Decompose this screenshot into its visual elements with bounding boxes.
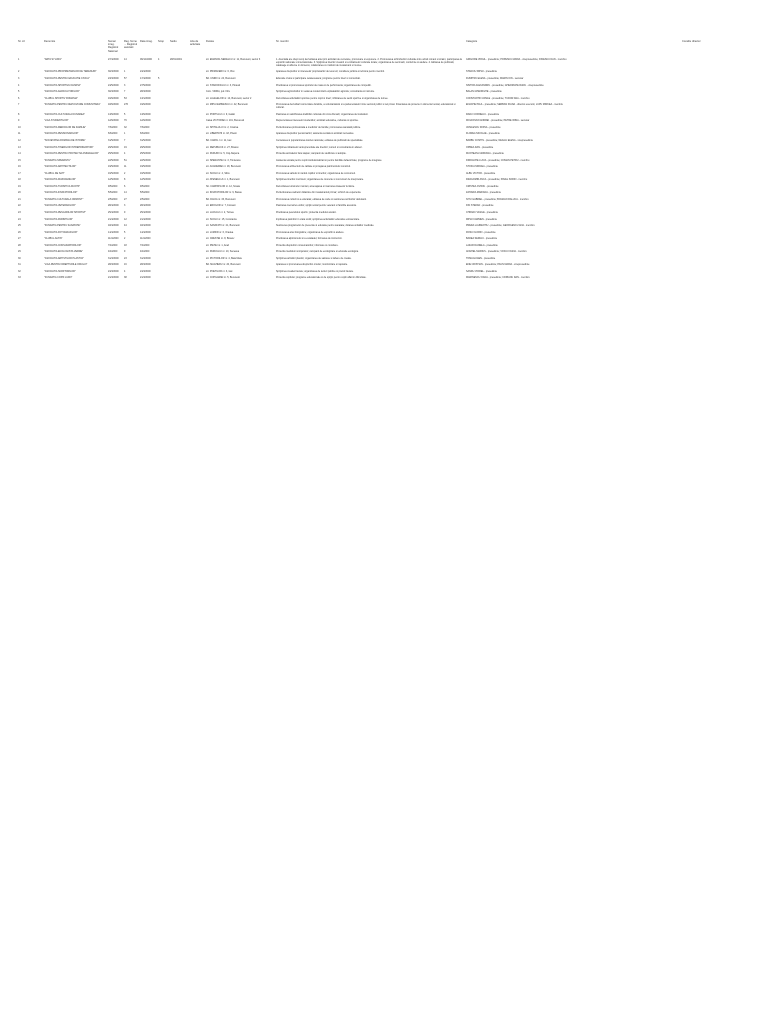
cell-scope: Promovarea arhitecturii de calitate si protejarea patrimoniului construit. — [276, 165, 351, 169]
cell-address: str. PORTULUI nr. 9, Galati — [206, 112, 235, 116]
cell-board: ANGHEL MARIUS - presedinte; VOICU IOANA - membru — [466, 250, 527, 254]
cell-nrreg: 3 — [124, 204, 126, 208]
cell-name: "ASOCIATIA CONSUMATORILOR" — [44, 243, 82, 247]
cell-date: 27/5/2000 — [140, 83, 151, 87]
cell-cnt — [158, 103, 170, 113]
cell-nrreg: 14 — [124, 191, 127, 195]
cell-board: MOLDOVAN ANDREI - presedinte; PETRE IRINA - secretar — [466, 119, 530, 123]
cell-reg: 18/4/2000 — [108, 224, 119, 228]
cell-nrreg: 32 — [124, 125, 127, 129]
cell-date: 7/4/2000 — [140, 243, 150, 247]
cell-date: 28/3/2000 — [140, 263, 151, 267]
cell-board: ALBU VICTOR - presedinte — [466, 171, 496, 175]
cell-date: 24/3/2000 — [140, 269, 151, 273]
cell-scope: Protectia copilului; programe educationale si de sprijin pentru copiii aflati in dificultate. — [276, 276, 367, 280]
cell-reg: 25/4/2000 — [108, 210, 119, 214]
cell-nr: 16 — [18, 165, 21, 169]
cell-nr: 4 — [18, 83, 20, 87]
cell-address: str. SCOLII nr. 15, Constanta — [206, 217, 237, 221]
cell-board: RADU CORNELIU - presedinte — [466, 112, 500, 116]
cell-address: Calea VICTORIEI nr. 101, Bucuresti — [206, 119, 245, 123]
cell-date: 14/4/2000 — [140, 230, 151, 234]
cell-scope: Pastrarea memoriei eroilor; sprijin social pentru veterani si familiile acestora. — [276, 204, 357, 208]
cell-name: "FUNDATIA PENTRU SANATATE" — [44, 224, 81, 228]
cell-scope: Sustinerea programelor de preventie si educatie pentru sanatate; dotarea unitatilor medicale. — [276, 224, 375, 228]
cell-address: Bd. UNIRII nr. 24, Bucuresti — [206, 77, 236, 80]
cell-nr: 15 — [18, 158, 21, 162]
cell-nr: 26 — [18, 230, 21, 234]
cell-nrreg: 38 — [124, 276, 127, 280]
cell-address: str. PICTORILOR nr. 4, Baia Mare — [206, 256, 242, 260]
cell-reg: 29/5/2000 — [108, 145, 119, 149]
registry-table — [18, 40, 753, 282]
cell-nrreg: 7 — [124, 138, 126, 142]
cell-board: BARBU COSTIN - presedinte; NEAGU ELENA - vicepresedinte — [466, 138, 533, 142]
cell-board: NITU GABRIEL - presedinte; BOGDAN RALUCA - membru — [466, 197, 529, 201]
column-header: Nr. crt — [18, 40, 25, 43]
cell-name: "ASOCIATIA TURISTICA MUNTII" — [44, 184, 81, 188]
cell-address: str. PARCULUI nr. 10, Suceava — [206, 250, 240, 254]
cell-board: ION STEFAN - presedinte — [466, 204, 494, 208]
cell-board: STOICA MIRCEA - presedinte — [466, 165, 498, 169]
cell-reg: 7/4/2000 — [108, 243, 118, 247]
cell-reg: 24/3/2000 — [108, 269, 119, 273]
cell-reg: 27/4/2000 — [108, 57, 119, 61]
cell-flags — [682, 276, 753, 282]
cell-reg: 14/4/2000 — [108, 230, 119, 234]
cell-nrreg: 1 — [124, 132, 126, 136]
cell-scope: Apararea drepturilor pensionarilor; asistenta sociala si activitati recreative. — [276, 132, 355, 136]
cell-nr: 22 — [18, 204, 21, 208]
cell-address: str. EROILOR nr. 7, Focsani — [206, 204, 236, 208]
cell-address: Bd. CAROL I nr. 11, Iasi — [206, 138, 232, 142]
cell-scope: 1. Asociatia are drept scop dezvoltarea artei prin activitati de cercetare, promovare si expunere. 2. Promovarea schimburilor culturale intre artisti romani si straini, participarea la expozitii nationale si internationale. 3. Sprijinirea tinerilor creatori si a initiativelor culturale locale; organizarea de seminarii, conferinte si ateliere. 4. Editarea de publicatii, cataloage si albume in domeniu; colaborarea cu institutii de invatamant si muzee. — [276, 57, 462, 67]
cell-nr: 24 — [18, 217, 21, 221]
cell-date: 29/5/2000 — [140, 145, 151, 149]
cell-scope: Sprijinirea agricultorilor in vederea modernizarii exploatatiilor agricole; consultanta si instruire. — [276, 90, 375, 94]
cell-address: str. ATENEULUI nr. 1, Bucuresti — [206, 178, 240, 182]
cell-date: 9/5/2000 — [140, 184, 150, 188]
cell-date: 21/3/2000 — [140, 276, 151, 280]
cell-date: 13/6/2000 — [140, 112, 151, 116]
column-header: Data inreg. — [140, 40, 153, 43]
cell-reg: 30/3/2000 — [108, 70, 119, 74]
cell-reg: 28/4/2000 — [108, 204, 119, 208]
cell-nr: 14 — [18, 152, 21, 156]
cell-year: 28/01/2001 — [170, 57, 182, 61]
cell-nr: 21 — [18, 197, 21, 201]
cell-nrreg: 2 — [124, 237, 126, 241]
cell-date: 11/4/2000 — [140, 237, 151, 241]
table-row — [18, 276, 753, 282]
cell-date: 19/5/2000 — [140, 165, 151, 169]
cell-name: "ASOCIATIA SPORTIVA OLIMPIA" — [44, 83, 81, 87]
cell-scope: Sprijinirea tinerilor muzicieni; organizarea de concerte si concursuri de interpretare. — [276, 178, 364, 182]
cell-date: 28/3/2000 — [140, 90, 151, 94]
cell-board: NISTOR ALEXANDRU - presedinte; GHEORGHE RADU - vicepresedinte — [466, 83, 544, 87]
cell-scope: Apararea si promovarea drepturilor omului; monitorizare si rapoarte. — [276, 263, 348, 267]
cell-nrreg: 18 — [124, 243, 127, 247]
cell-scope: Educatie civica si participare cetateneasca; programe pentru tineri si comunitati. — [276, 77, 361, 80]
cell-nrreg: 9 — [124, 250, 126, 254]
table-row — [18, 103, 753, 113]
cell-nr: 6 — [18, 96, 20, 100]
cell-name: "CLUBUL DE SAH" — [44, 171, 65, 175]
cell-board: BALAN GHEORGHE - presedinte — [466, 90, 502, 94]
column-header: Sediu — [170, 40, 177, 43]
cell-nr: 17 — [18, 171, 21, 175]
cell-nrreg: 19 — [124, 145, 127, 149]
cell-reg: 22/5/2000 — [108, 158, 119, 162]
cell-date: 24/4/2000 — [140, 70, 151, 74]
cell-board: IORDACHE LUCIA - presedinte; COMAN PETRU - membru — [466, 158, 530, 162]
cell-scope: Protectia drepturilor consumatorilor; informare si consiliere. — [276, 243, 339, 247]
cell-scope: Promovarea sahului in randul copiilor si tinerilor; organizarea de concursuri. — [276, 171, 356, 175]
column-header: Scop — [158, 40, 164, 43]
cell-name: "ASOCIATIA TINERILOR INTREPRINZATORI" — [44, 145, 94, 149]
column-header: Aria de activitate — [190, 40, 201, 47]
cell-year — [170, 276, 190, 282]
cell-scope: Apararea drepturilor si intereselor proprietarilor de terenuri; consiliere juridica si tehnica pentru membri. — [276, 70, 385, 74]
cell-address: str. LIBERTATII nr. 18, Pitesti — [206, 132, 237, 136]
cell-nr: 2 — [18, 70, 20, 74]
cell-address: str. SCOLII nr. 4, Sibiu — [206, 171, 230, 175]
table-header-row — [18, 40, 753, 57]
cell-date: 31/5/2000 — [140, 138, 151, 142]
cell-address: str. LUMINII nr. 6, Oradea — [206, 230, 234, 234]
cell-board: LAZAR DANIELA - presedinte — [466, 243, 498, 247]
cell-date: 22/5/2000 — [140, 158, 151, 162]
cell-name: "ASOCIATIA ECOLOGISTA VERDE" — [44, 250, 83, 254]
cell-board: GRIGORE VIRGIL - presedinte; POPESCU MARIA - vicepresedinte; IONESCU DAN - membru — [466, 57, 567, 61]
cell-reg: 28/3/2000 — [108, 263, 119, 267]
cell-cnt: 5 — [158, 77, 160, 80]
cell-name: "LIGA STUDENTILOR" — [44, 119, 69, 123]
cell-scope: Sprijinirea creatiei literare; organizarea de lecturi publice si premii literare. — [276, 269, 354, 273]
cell-reg: 2/5/2000 — [108, 197, 118, 201]
cell-name: "FUNDATIA COPIII LUMII" — [44, 276, 73, 280]
cell-date: 6/6/2000 — [140, 132, 150, 136]
cell-board: CHIRIAC VASILE - presedinte — [466, 210, 498, 214]
cell-nr: 28 — [18, 243, 21, 247]
table-body — [18, 57, 753, 282]
cell-address: str. REPUBLICII nr. 27, Brasov — [206, 145, 239, 149]
cell-address: str. PIETEI nr. 1, Arad — [206, 243, 229, 247]
cell-address: str. LALELELOR nr. 14, Bucuresti, sector 2 — [206, 96, 252, 100]
cell-cnt: 4 — [158, 57, 160, 61]
cell-scope: Sprijinirea initiativelor antreprenoriale ale tinerilor; cursuri si consultanta in afaceri. — [276, 145, 363, 149]
cell-board: MIHAI CARMEN - presedinte — [466, 217, 497, 221]
cell-date: 2/5/2000 — [140, 197, 150, 201]
cell-nrreg: 4 — [124, 269, 126, 273]
cell-date: 25/5/2000 — [140, 152, 151, 156]
cell-address: str. SANATATII nr. 21, Bucuresti — [206, 224, 240, 228]
cell-scope: Practicarea pescuitului sportiv; protectia mediului acvatic. — [276, 210, 337, 214]
cell-nrreg: 7 — [124, 90, 126, 94]
cell-scope: Practicarea alpinismului si a escaladei; formarea de instructori. — [276, 237, 343, 241]
cell-nrreg: 51 — [124, 158, 127, 162]
cell-scope: Perfectionarea cadrelor didactice din invatamantul primar; schimb de experienta. — [276, 191, 362, 195]
cell-name: "ARTA SI VIATA" — [44, 57, 62, 61]
column-header: Reg. forme ... Registrul asociatii — [124, 40, 138, 50]
column-header: Categorie — [466, 40, 478, 43]
cell-date: 28/4/2000 — [140, 204, 151, 208]
cell-nr: 9 — [18, 119, 20, 123]
cell-address: str. INVATATORILOR nr. 9, Bacau — [206, 191, 242, 195]
cell-nr: 10 — [18, 125, 21, 129]
cell-cat — [190, 103, 206, 113]
cell-date: 19/6/2000 — [140, 103, 151, 107]
cell-board: ENACHE PAUL - presedinte; SERBAN IOANA - director executiv; LUPU MIRCEA - membru — [466, 103, 563, 107]
cell-reg: 21/3/2000 — [108, 276, 119, 280]
cell-name: "ASOCIATIA MEDICILOR DE FAMILIE" — [44, 125, 86, 129]
cell-name: "ASOCIATIA ARHITECTILOR" — [44, 165, 77, 169]
cell-nrreg: 23 — [124, 256, 127, 260]
cell-scope: Promovarea artei fotografice; organizarea de expozitii si ateliere. — [276, 230, 345, 234]
cell-board: FLOREA NICOLAE - presedinte — [466, 132, 500, 136]
cell-reg: 4/4/2000 — [108, 250, 118, 254]
cell-reg: 19/5/2000 — [108, 165, 119, 169]
cell-reg: 23/3/2000 — [108, 77, 119, 80]
cell-scope: Practicarea si promovarea sportului de masa si de performanta; organizarea de competitii. — [276, 83, 372, 87]
cell-nrreg: 3 — [124, 83, 126, 87]
cell-name: "LIGA PENTRU DREPTURILE OMULUI" — [44, 263, 88, 267]
cell-board: OPREA DAN - presedinte — [466, 145, 494, 149]
cell-scope: Asistenta sociala pentru copiii institutionalizati si pentru familiile defavorizate; programe de integrare. — [276, 158, 383, 162]
cell-reg: 21/4/2000 — [108, 217, 119, 221]
cell-nr: 25 — [18, 224, 21, 228]
cell-name: "FUNDATIA CULTURALA ORIZONT" — [44, 197, 84, 201]
cell-name: "FUNDATIA SPERANTA" — [44, 158, 71, 162]
cell-board: PREDA LAURENTIU - presedinte; GEORGESCU ANA - membru — [466, 224, 535, 228]
cell-address: str. MIHAI EMINESCU nr. 42, Bucuresti — [206, 103, 248, 107]
cell-board: MUNTEANU ADRIANA - presedinte — [466, 152, 504, 156]
cell-name: "ASOCIATIA SCRIITORILOR" — [44, 269, 76, 273]
cell-board: DRAGOMIR ANCA - presedinte; PAVEL SORIN - membru — [466, 178, 528, 182]
cell-board: STANCIU MIHAI - presedinte — [466, 70, 497, 74]
cell-cat — [190, 57, 206, 70]
table-row — [18, 57, 753, 70]
cell-cat — [190, 276, 206, 282]
cell-name: "ASOCIATIA ARTISTILOR PLASTICI" — [44, 256, 85, 260]
cell-reg: 31/3/2000 — [108, 256, 119, 260]
cell-name: "ASOCIATIA VETERANILOR" — [44, 204, 76, 208]
cell-address: str. COPILARIEI nr. 5, Bucuresti — [206, 276, 240, 280]
cell-reg: 12/6/2000 — [108, 119, 119, 123]
cell-reg: 25/5/2000 — [108, 152, 119, 156]
cell-name: "CLUBUL SPORTIV ROMANIA" — [44, 96, 78, 100]
cell-flags — [682, 57, 753, 70]
cell-nr: 12 — [18, 138, 21, 142]
cell-date: 5/5/2000 — [140, 191, 150, 195]
cell-date: 13/1/2000 — [140, 96, 151, 100]
cell-reg: 18/6/2000 — [108, 103, 119, 107]
cell-reg: 9/5/2000 — [108, 184, 118, 188]
cell-nrreg: 5 — [124, 230, 126, 234]
cell-reg: 5/5/2000 — [108, 191, 118, 195]
cell-address: str. SPERANTEI nr. 3, Timisoara — [206, 158, 241, 162]
cell-address: str. PRIMAVERII nr. 6, Ilfov — [206, 70, 235, 74]
cell-board: MARINESCU OANA - presedinte; CIOBANU DAN - membru — [466, 276, 530, 280]
cell-nrreg: 2 — [124, 171, 126, 175]
cell-reg: 6/6/2000 — [108, 132, 118, 136]
cell-name: "FUNDATIA PENTRU DEZVOLTARE COMUNITARA" — [44, 103, 101, 107]
cell-scope: Dezvoltarea activitatilor sportive pentru copii si tineri; infiintarea de sectii sportive si organizarea de turnee. — [276, 96, 389, 100]
cell-name: "ASOCIATIA PROPRIETARILOR DE TERENURI" — [44, 70, 97, 74]
cell-name: "ASOCIATIA FOTOGRAFILOR" — [44, 230, 78, 234]
cell-board: VASILESCU DOINA - presedinte — [466, 125, 501, 129]
cell-nr: 27 — [18, 237, 21, 241]
cell-address: Bd. DACIA nr. 33, Bucuresti — [206, 197, 236, 201]
cell-nrreg: 1 — [124, 70, 126, 74]
cell-nr: 1 — [18, 57, 20, 61]
cell-date: 21/4/2000 — [140, 217, 151, 221]
cell-date: 31/3/2000 — [140, 256, 151, 260]
cell-address: str. LACULUI nr. 2, Tulcea — [206, 210, 234, 214]
cell-date: 06/12/2000 — [140, 57, 152, 61]
cell-board: SANDU VIOREL - presedinte — [466, 269, 498, 273]
cell-nr: 3 — [18, 77, 20, 80]
cell-scope: Promovarea culturii si a educatiei; editarea de carte si sustinerea scriitorilor debutanti. — [276, 197, 367, 201]
cell-address: Com. VIDRA, jud. Ilfov — [206, 90, 230, 94]
cell-scope: Sprijinirea artistilor plastici; organizarea de saloane si tabere de creatie. — [276, 256, 352, 260]
cell-reg: 12/5/2000 — [108, 178, 119, 182]
cell-board: ZAHARIA MARIANA - presedinte — [466, 191, 501, 195]
cell-flags — [682, 103, 753, 113]
cell-nr: 5 — [18, 90, 20, 94]
cell-nr: 7 — [18, 103, 20, 107]
cell-address: str. STADIONULUI nr. 3, Ploiesti — [206, 83, 241, 87]
cell-nr: 19 — [18, 184, 21, 188]
cell-name: "ASOCIATIA CULTURALA DUNAREA" — [44, 112, 86, 116]
cell-scope: Cercetarea si popularizarea istoriei nationale; editarea de publicatii de specialitate. — [276, 138, 364, 142]
cell-nr: 29 — [18, 250, 21, 254]
cell-name: "ASOCIATIA PARINTILOR" — [44, 217, 73, 221]
cell-address: Str. CARPATILOR nr. 12, Sinaia — [206, 184, 240, 188]
cell-nrreg: 5 — [124, 112, 126, 116]
cell-address: str. POETILOR nr. 3, Iasi — [206, 269, 233, 273]
cell-nrreg: 27 — [124, 197, 127, 201]
cell-name: "ASOCIATIA PENTRU PROTECTIA ANIMALELOR" — [44, 152, 99, 156]
cell-nr: 32 — [18, 269, 21, 273]
cell-reg: 31/5/2000 — [108, 138, 119, 142]
cell-scope: Promovarea dezvoltarii comunitare durabile, a voluntariatului si a parteneriatelor intre sectorul public si cel privat. Finantarea de proiecte in domeniul social, educational si cultural. — [276, 103, 456, 110]
cell-date: 17/4/2000 — [140, 77, 151, 80]
cell-nr: 30 — [18, 256, 21, 260]
cell-name: "ASOCIATIA AGRICULTORILOR" — [44, 90, 80, 94]
cell-address: Bd. MAGHERU nr. 20, Bucuresti — [206, 263, 241, 267]
cell-address: str. EMANOIL NEDELCU nr. 11, Bucuresti, sector 3 — [206, 57, 261, 61]
cell-nr: 18 — [18, 178, 21, 182]
cell-reg: 24/5/2000 — [108, 83, 119, 87]
cell-board: ROSU FLORIN - presedinte — [466, 230, 496, 234]
cell-board: CRISTEA OVIDIU - presedinte — [466, 184, 499, 188]
cell-name: "ASOCIATIA INVATATORILOR" — [44, 191, 78, 195]
cell-address: str. SPITALULUI nr. 2, Craiova — [206, 125, 239, 129]
cell-nr: 23 — [18, 210, 21, 214]
cell-nrreg: 4 — [124, 152, 126, 156]
cell-nrreg: 276 — [124, 103, 128, 107]
cell-nr: 13 — [18, 145, 21, 149]
cell-year — [170, 103, 190, 113]
cell-nrreg: 9 — [124, 210, 126, 214]
cell-nrreg: 8 — [124, 178, 126, 182]
cell-nrreg: 14 — [124, 57, 127, 61]
cell-scope: Perfectionarea profesionala a medicilor de familie; promovarea sanatatii publice. — [276, 125, 361, 129]
cell-reg: 13/6/2000 — [108, 112, 119, 116]
cell-name: "CLUBUL ALPIN" — [44, 237, 63, 241]
cell-reg: 16/6/2000 — [108, 96, 119, 100]
cell-address: str. PADURII nr. 5, Cluj-Napoca — [206, 152, 240, 156]
cell-board: BADEA SERGIU - presedinte — [466, 237, 498, 241]
cell-name: "ASOCIATIA PESCARILOR SPORTIVI" — [44, 210, 86, 214]
cell-date: 16/5/2000 — [140, 171, 151, 175]
cell-scope: Protectia animalelor fara stapan; campanii de sterilizare si adoptie. — [276, 152, 347, 156]
column-header: Consiliu director — [682, 40, 701, 43]
cell-nrreg: 53 — [124, 96, 127, 100]
cell-date: 18/4/2000 — [140, 224, 151, 228]
cell-date: 4/4/2000 — [140, 250, 150, 254]
cell-nrreg: 11 — [124, 165, 127, 169]
cell-date: 12/5/2000 — [140, 178, 151, 182]
cell-scope: Protectia mediului inconjurator; campanii de ecologizare si educatie ecologica. — [276, 250, 359, 254]
cell-scope: Dezvoltarea turismului montan; amenajarea si marcarea traseelor turistice. — [276, 184, 355, 188]
cell-date: 12/6/2000 — [140, 119, 151, 123]
cell-nrreg: 6 — [124, 184, 126, 188]
cell-nrreg: 76 — [124, 119, 127, 123]
column-header: Durata — [206, 40, 214, 43]
column-header: Denumire — [44, 40, 56, 43]
cell-nr: 8 — [18, 112, 20, 116]
cell-nrreg: 44 — [124, 224, 127, 228]
cell-nr: 20 — [18, 191, 21, 195]
cell-name: "ASOCIATIA PENSIONARILOR" — [44, 132, 79, 136]
cell-nr: 31 — [18, 263, 21, 267]
cell-date: 25/4/2000 — [140, 210, 151, 214]
cell-scope: Implicarea parintilor in viata scolii; sprijinirea activitatilor educative extrascolare. — [276, 217, 360, 221]
cell-cnt — [158, 276, 170, 282]
column-header: Nr. membri — [276, 40, 289, 43]
column-header: Numar inreg. Registrul National — [108, 40, 119, 53]
cell-board: DUMITRU ELENA - presedinte; MARIN ION - secretar — [466, 77, 524, 80]
cell-reg: 16/5/2000 — [108, 171, 119, 175]
cell-board: ENE CRISTIAN - presedinte; PAUN MARIA - vicepresedinte — [466, 263, 530, 267]
cell-date: 7/6/2000 — [140, 125, 150, 129]
cell-scope: Reprezentarea intereselor studentilor; activitati educative, culturale si sportive. — [276, 119, 359, 123]
cell-reg: 7/6/2000 — [108, 125, 118, 129]
cell-nr: 33 — [18, 276, 21, 280]
cell-board: TOMA EUGEN - presedinte — [466, 256, 496, 260]
cell-scope: Pastrarea si valorificarea traditiilor culturale din zona Dunarii; organizarea de festivaluri. — [276, 112, 369, 116]
cell-name: "ASOCIATIA PENTRU EDUCATIE CIVICA" — [44, 77, 90, 80]
cell-nrreg: 16 — [124, 263, 127, 267]
cell-nr: 11 — [18, 132, 21, 136]
cell-address: str. ACADEMIEI nr. 18, Bucuresti — [206, 165, 241, 169]
cell-nrreg: 12 — [124, 217, 127, 221]
cell-name: "ASOCIATIA MUZICIENILOR" — [44, 178, 76, 182]
cell-address: str. CRESTEI nr. 8, Brasov — [206, 237, 235, 241]
cell-reg: 11/4/2000 — [108, 237, 119, 241]
cell-name: "SOCIETATEA ROMANA DE ISTORIE" — [44, 138, 86, 142]
cell-nrreg: 57 — [124, 77, 127, 80]
cell-reg: 30/3/2000 — [108, 90, 119, 94]
cell-board: CONSTANTIN VASILE - presedinte; TUDOR ANA - membru — [466, 96, 530, 100]
